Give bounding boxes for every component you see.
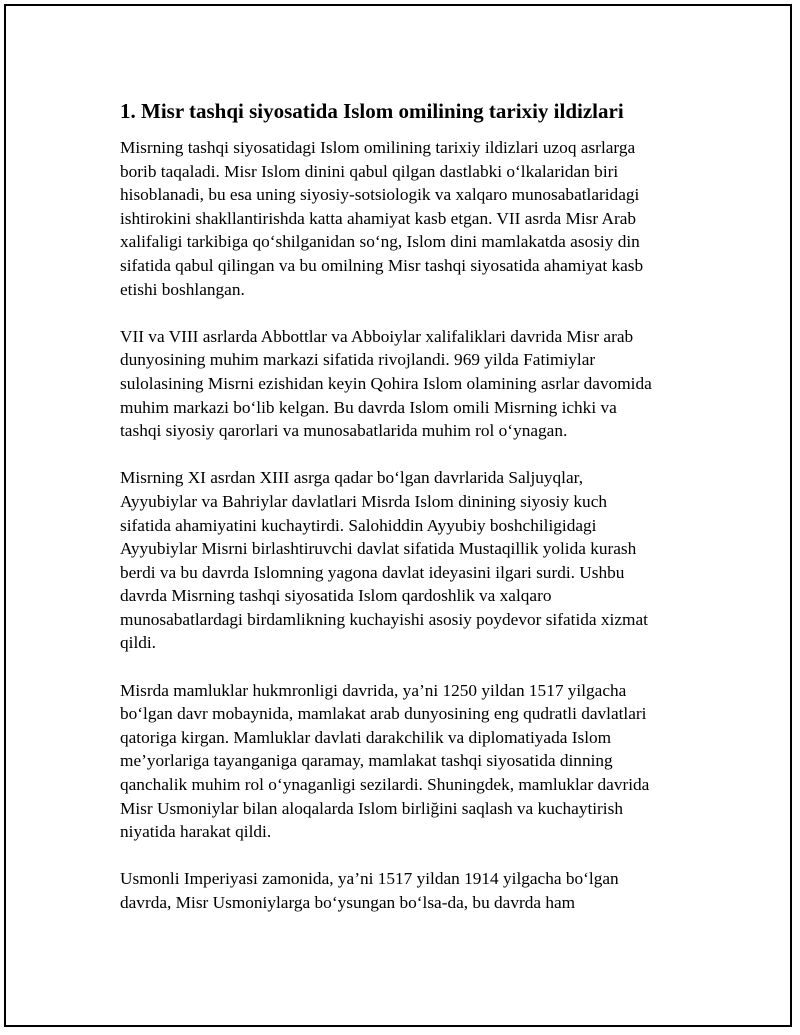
- paragraph: [120, 679, 710, 844]
- text-line: munosabatlardagi birdamlikning kuchayishi asosiy poydevor sifatida xizmat: [120, 609, 648, 629]
- text-line: me’yorlariga tayanganiga qaramay, mamlakat tashqi siyosatida dinning: [120, 751, 613, 771]
- text-line: Usmonli Imperiyasi zamonida, ya’ni 1517 yildan 1914 yilgacha bo‘lgan: [120, 869, 619, 889]
- document-body: [120, 98, 710, 938]
- paragraph-list: [120, 136, 710, 915]
- text-line: hisoblanadi, bu esa uning siyosiy-sotsiologik va xalqaro munosabatlaridagi: [120, 185, 640, 205]
- text-line: Misr Usmoniylar bilan aloqalarda Islom birliğini saqlash va kuchaytirish: [120, 798, 623, 818]
- text-line: VII va VIII asrlarda Abbottlar va Abboiylar xalifaliklari davrida Misr arab: [120, 326, 634, 346]
- section-heading: 1. Misr tashqi siyosatida Islom omilining tarixiy ildizlari: [120, 99, 624, 123]
- text-line: davrda Misrning tashqi siyosatida Islom qardoshlik va xalqaro: [120, 586, 552, 606]
- paragraph: [120, 867, 710, 914]
- text-line: sulolasining Misrni ezishidan keyin Qohira Islom olamining asrlar davomida: [120, 373, 652, 393]
- text-line: Misrning XI asrdan XIII asrga qadar bo‘lgan davrlarida Saljuyqlar,: [120, 468, 584, 488]
- text-line: sifatida ahamiyatini kuchaytirdi. Salohiddin Ayyubiy boshchiligidagi: [120, 515, 597, 535]
- text-line: borib taqaladi. Misr Islom dinini qabul qilgan dastlabki o‘lkalaridan biri: [120, 161, 619, 181]
- text-line: bo‘lgan davr mobaynida, mamlakat arab dunyosining eng qudratli davlatlari: [120, 704, 647, 724]
- text-line: sifatida qabul qilingan va bu omilning Misr tashqi siyosatida ahamiyat kasb: [120, 255, 644, 275]
- text-line: niyatida harakat qildi.: [120, 822, 272, 842]
- text-line: qildi.: [120, 633, 157, 653]
- paragraph: [120, 325, 710, 443]
- text-line: berdi va bu davrda Islomning yagona davlat ideyasini ilgari surdi. Ushbu: [120, 562, 625, 582]
- text-line: xalifaligi tarkibiga qo‘shilganidan so‘ng, Islom dini mamlakatda asosiy din: [120, 232, 640, 252]
- text-line: dunyosining muhim markazi sifatida rivojlandi. 969 yilda Fatimiylar: [120, 350, 596, 370]
- text-line: Ayyubiylar Misrni birlashtiruvchi davlat sifatida Mustaqillik yolida kurash: [120, 539, 637, 559]
- text-line: Misrda mamluklar hukmronligi davrida, ya’ni 1250 yildan 1517 yilgacha: [120, 680, 627, 700]
- paragraph: [120, 466, 710, 655]
- text-line: qatoriga kirgan. Mamluklar davlati darakchilik va diplomatiyada Islom: [120, 727, 612, 747]
- document-page: [4, 4, 792, 1027]
- text-line: etishi boshlangan.: [120, 279, 245, 299]
- text-line: ishtirokini shakllantirishda katta ahamiyat kasb etgan. VII asrda Misr Arab: [120, 208, 637, 228]
- text-line: muhim markazi bo‘lib kelgan. Bu davrda Islom omili Misrning ichki va: [120, 397, 617, 417]
- text-line: tashqi siyosiy qarorlari va munosabatlarida muhim rol o‘ynagan.: [120, 421, 568, 441]
- paragraph: [120, 136, 710, 301]
- text-line: qanchalik muhim rol o‘ynaganligi sezilardi. Shuningdek, mamluklar davrida: [120, 775, 650, 795]
- text-line: Misrning tashqi siyosatidagi Islom omilining tarixiy ildizlari uzoq asrlarga: [120, 138, 636, 157]
- text-line: Ayyubiylar va Bahriylar davlatlari Misrda Islom dinining siyosiy kuch: [120, 491, 608, 511]
- text-line: davrda, Misr Usmoniylarga bo‘ysungan bo‘lsa-da, bu davrda ham: [120, 893, 576, 912]
